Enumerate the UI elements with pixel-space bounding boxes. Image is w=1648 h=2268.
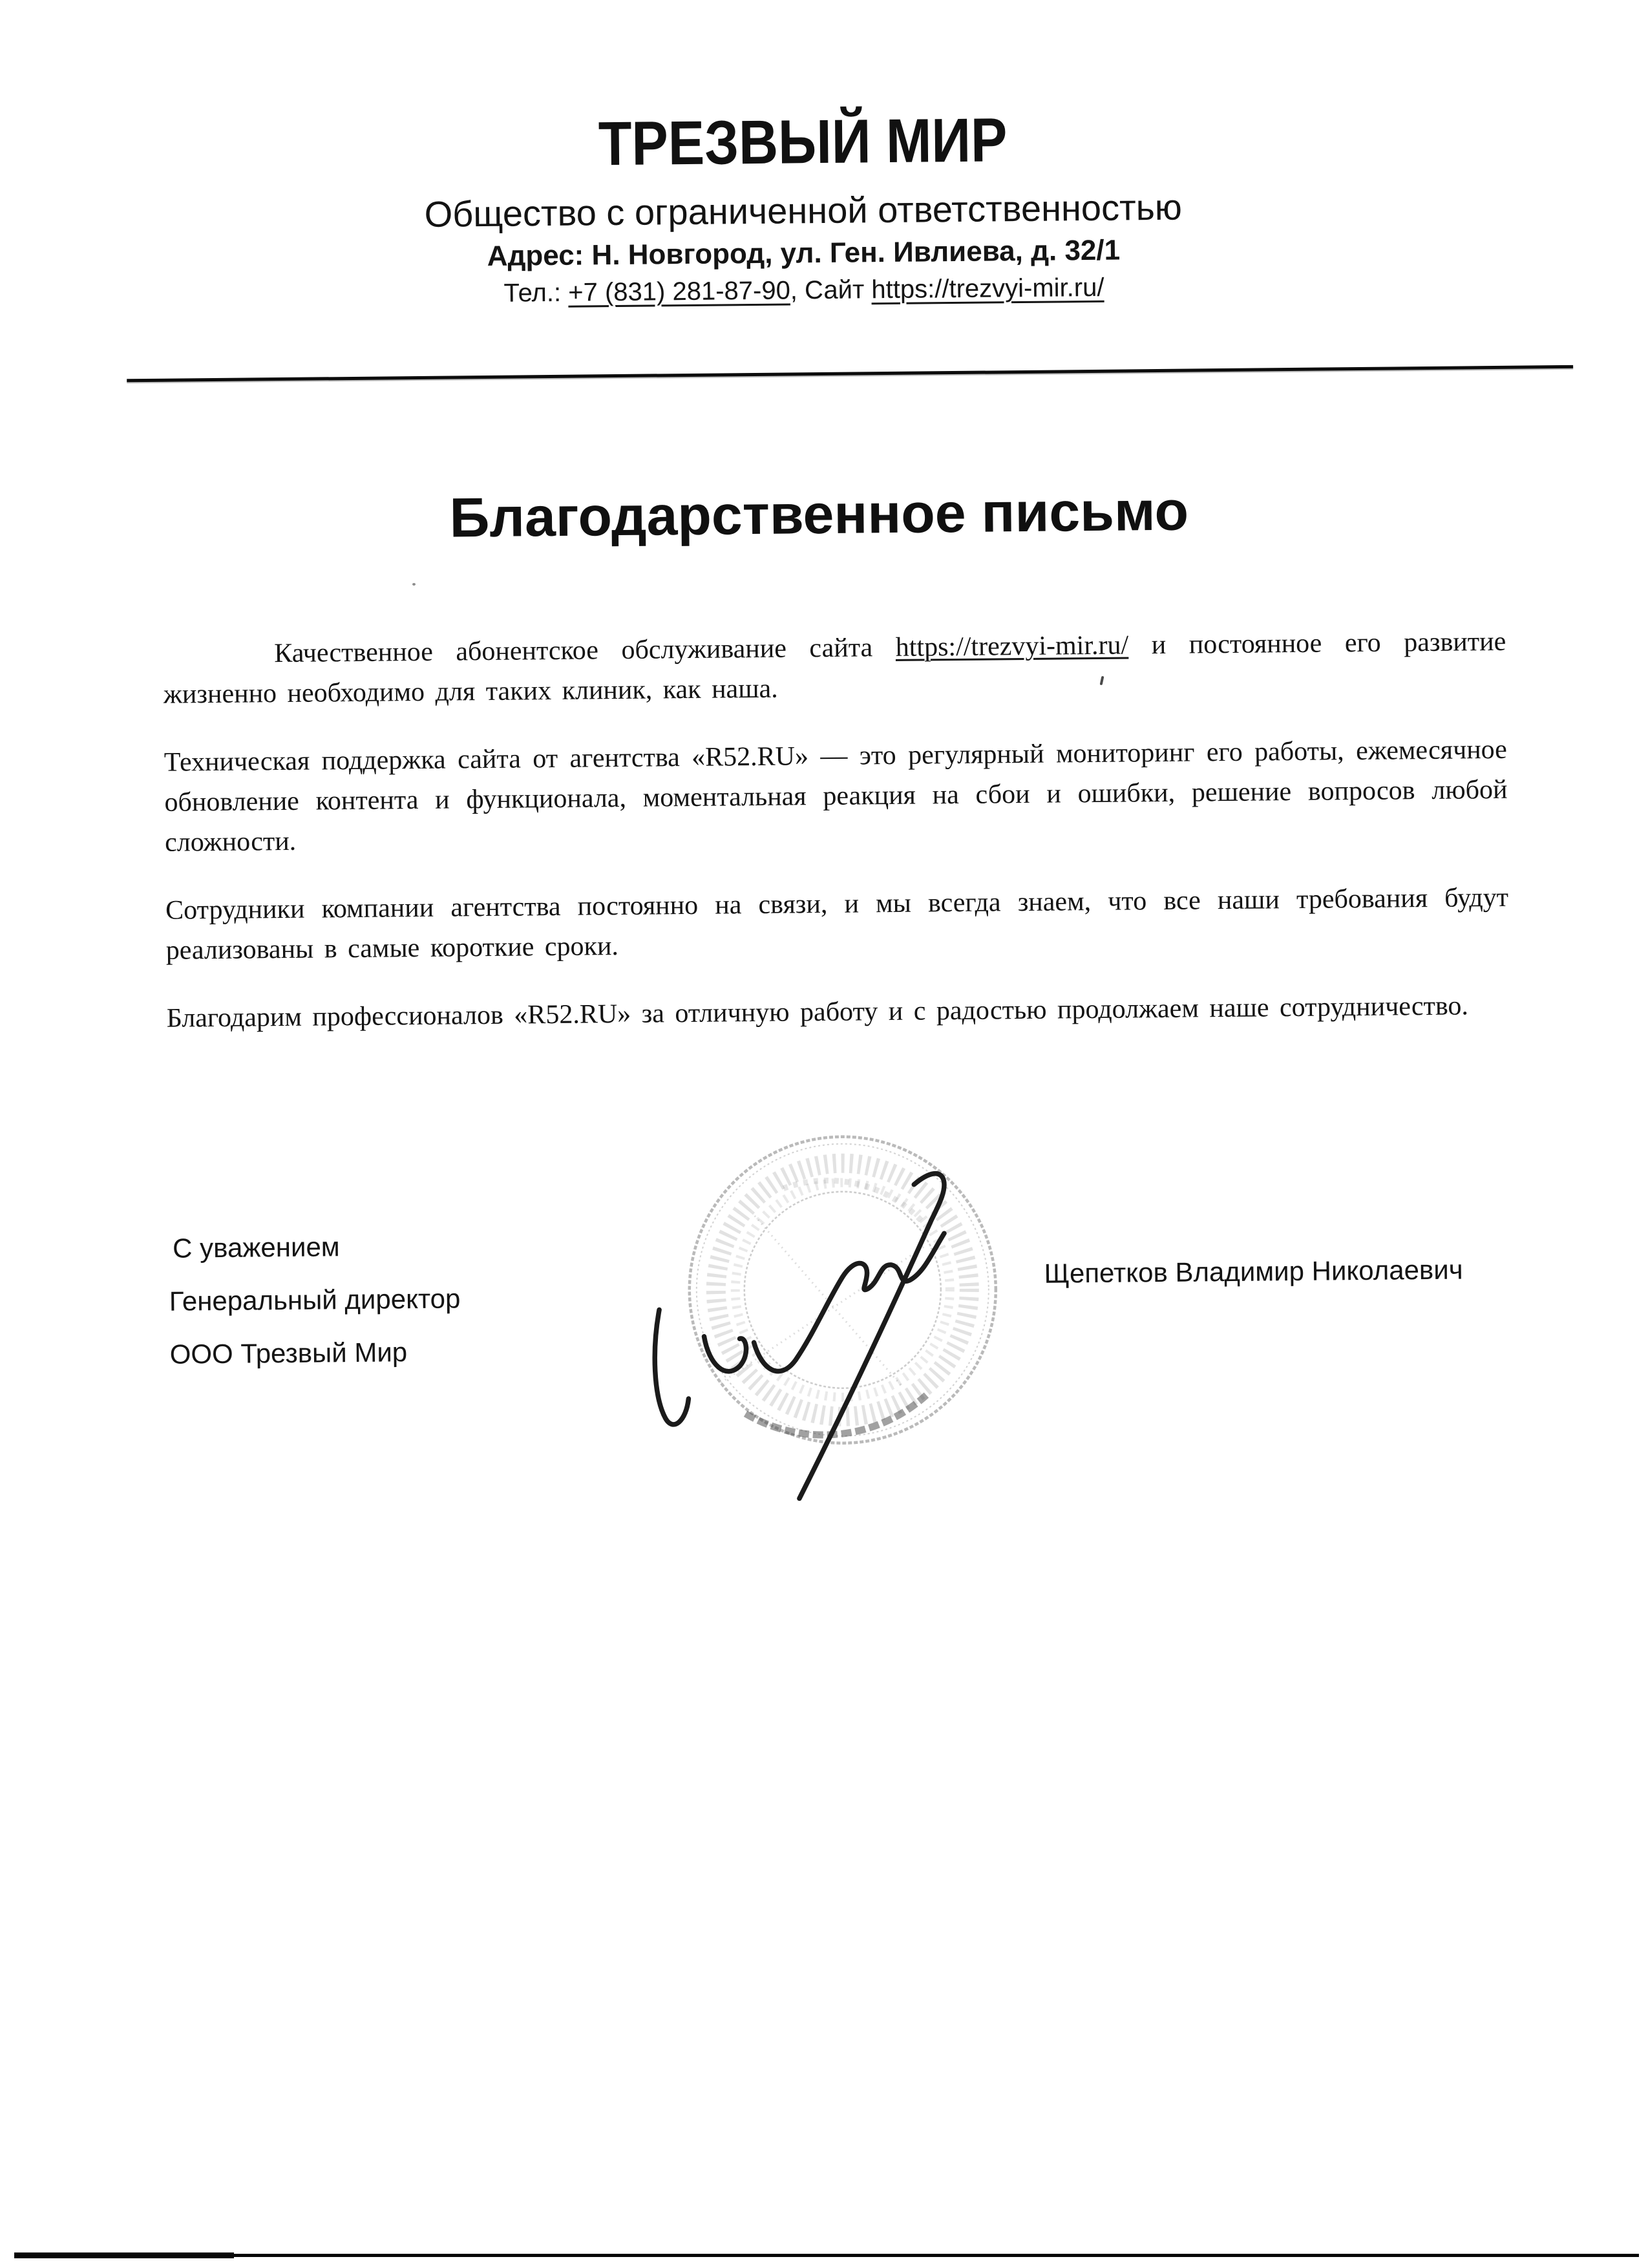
company-type: Общество с ограниченной ответственностью (424, 186, 1183, 235)
site-link[interactable]: https://trezvyi-mir.ru/ (871, 273, 1104, 304)
paragraph-1-text: Качественное абонентское обслуживание сайта (274, 632, 896, 669)
paragraph-1-text-after: и постоянное его развитие жизненно необходимо для таких клиник, как наша. (163, 626, 1506, 710)
stamp-and-signature (621, 1108, 1051, 1539)
paragraph-4: Благодарим профессионалов «R52.RU» за отличную работу и с радостью продолжаем наше сотрудничество. (166, 991, 1469, 1033)
paragraph-2: Техническая поддержка сайта от агентства «R52.RU» — это регулярный мониторинг его работы, ежемесячное обновление контента и функционала, моментальная реакция на сбои и ошибки, решение вопросов любой сложности. (164, 734, 1508, 858)
letterhead (0, 103, 1615, 315)
company-stamp (688, 1135, 998, 1445)
signature (653, 1174, 947, 1500)
phone-label: Тел.: (503, 278, 569, 308)
address-value: Н. Новгород, ул. Ген. Ивлиева, д. 32/1 (591, 234, 1121, 271)
signer-name: Щепетков Владимир Николаевич (1044, 1254, 1463, 1289)
phone-link[interactable]: +7 (831) 281-87-90 (568, 276, 791, 307)
letter-title: Благодарственное письмо (449, 480, 1189, 549)
signoff-salutation: С уважением (172, 1231, 340, 1264)
signoff-position: Генеральный директор (169, 1283, 461, 1317)
address-label: Адрес: (487, 239, 592, 272)
company-name: ТРЕЗВЫЙ МИР (597, 105, 1008, 179)
contact-separator: , (790, 276, 805, 305)
header-divider (127, 365, 1573, 382)
letter-body (163, 622, 1510, 1066)
paragraph-1 (163, 622, 1506, 715)
site-label: Сайт (804, 275, 872, 305)
ink-speck (412, 583, 416, 586)
site-link-inline[interactable]: https://trezvyi-mir.ru/ (895, 630, 1129, 662)
signoff-company: ООО Трезвый Мир (169, 1337, 408, 1370)
paragraph-3: Сотрудники компании агентства постоянно на связи, и мы всегда знаем, что все наши требования будут реализованы в самые короткие сроки. (165, 882, 1509, 966)
scan-artifact-line (14, 2254, 1639, 2257)
